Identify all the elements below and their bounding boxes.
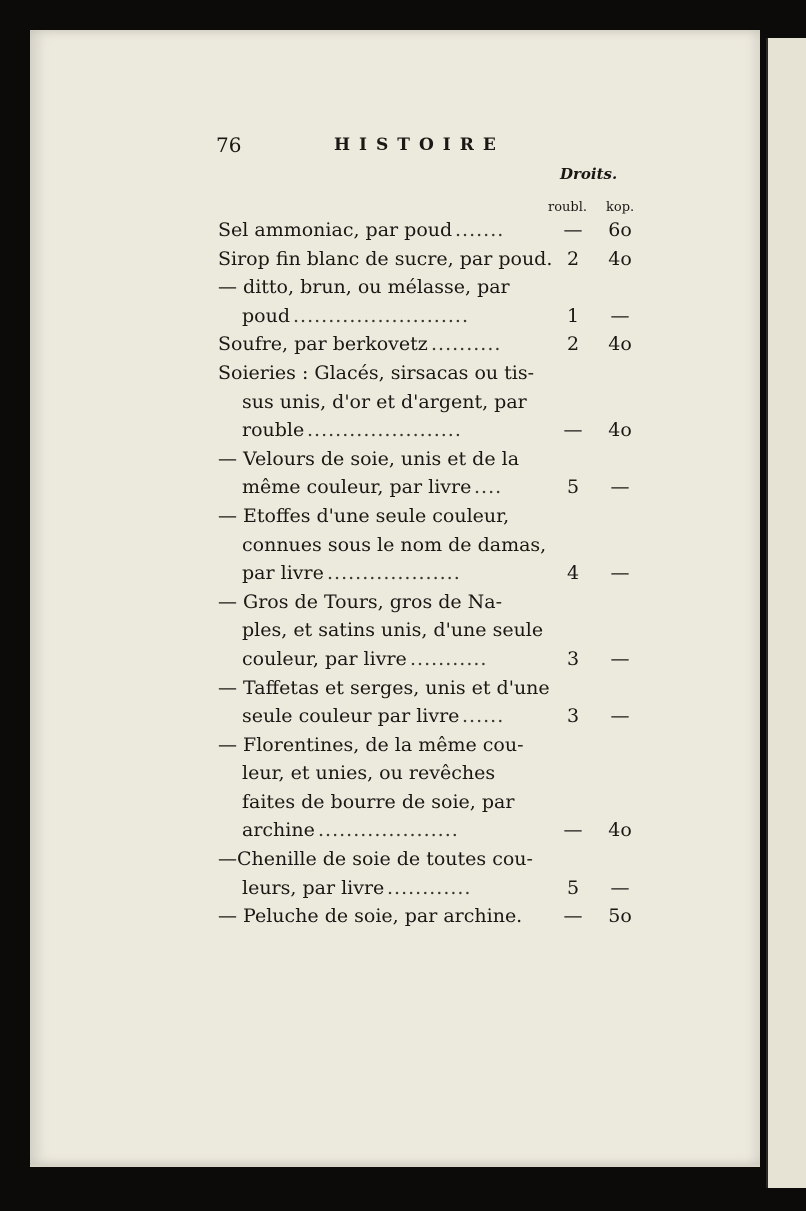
- kop-value: —: [610, 476, 630, 499]
- duties-column-title: Droits.: [560, 165, 618, 183]
- tariff-line-text: — Taffetas et serges, unis et d'une: [218, 676, 550, 699]
- tariff-line: [218, 902, 658, 931]
- leader-dots: ....................: [318, 819, 459, 842]
- tariff-line-text: —Chenille de soie de toutes cou-: [218, 848, 533, 871]
- kop-value: 4o: [608, 333, 632, 356]
- leader-dots: ......................: [307, 419, 462, 442]
- tariff-line: [218, 388, 658, 417]
- tariff-list: [218, 216, 658, 931]
- tariff-line-text: Soufre, par berkovetz: [218, 333, 428, 356]
- tariff-line-text: — Peluche de soie, par archine.: [218, 905, 523, 928]
- tariff-line-text: Sirop fin blanc de sucre, par poud.: [218, 247, 553, 270]
- page-number: 76: [216, 133, 242, 157]
- tariff-line-text: connues sous le nom de damas,: [242, 533, 547, 556]
- roubl-value: —: [563, 905, 583, 928]
- kop-value: 4o: [608, 419, 632, 442]
- tariff-line: [218, 845, 658, 874]
- leader-dots: ...................: [327, 562, 461, 585]
- tariff-line-text: rouble: [242, 419, 305, 442]
- tariff-line: [218, 502, 658, 531]
- tariff-line-text: — Etoffes d'une seule couleur,: [218, 504, 510, 527]
- tariff-line: [218, 816, 658, 845]
- tariff-line-text: couleur, par livre: [242, 647, 407, 670]
- tariff-line-text: leurs, par livre: [242, 876, 385, 899]
- facing-page-edge: [766, 38, 806, 1188]
- roubl-column-header: roubl.: [548, 200, 588, 215]
- tariff-line: [218, 702, 658, 731]
- tariff-line-text: ples, et satins unis, d'une seule: [242, 619, 544, 642]
- roubl-value: 5: [566, 476, 580, 499]
- tariff-line: [218, 330, 658, 359]
- tariff-line-text: — Florentines, de la même cou-: [218, 733, 524, 756]
- tariff-line: [218, 359, 658, 388]
- tariff-line: [218, 559, 658, 588]
- tariff-line: [218, 731, 658, 760]
- roubl-value: 3: [566, 647, 580, 670]
- tariff-line-text: même couleur, par livre: [242, 476, 472, 499]
- tariff-line: [218, 874, 658, 903]
- kop-value: —: [610, 304, 630, 327]
- roubl-value: 4: [566, 562, 580, 585]
- tariff-line-text: — Gros de Tours, gros de Na-: [218, 590, 503, 613]
- tariff-line-text: leur, et unies, ou revêches: [242, 762, 496, 785]
- tariff-line: [218, 759, 658, 788]
- kop-value: 6o: [608, 219, 632, 241]
- kop-value: 5o: [608, 905, 632, 928]
- tariff-line: [218, 674, 658, 703]
- tariff-line-text: archine: [242, 819, 315, 842]
- kop-value: 4o: [608, 819, 632, 842]
- leader-dots: .......: [455, 219, 505, 241]
- roubl-value: —: [563, 419, 583, 442]
- roubl-value: 2: [566, 333, 580, 356]
- tariff-line: [218, 616, 658, 645]
- tariff-line: [218, 216, 658, 245]
- tariff-line: [218, 445, 658, 474]
- tariff-line: [218, 645, 658, 674]
- tariff-line: [218, 588, 658, 617]
- kop-value: —: [610, 562, 630, 585]
- leader-dots: ...........: [410, 647, 488, 670]
- kop-value: —: [610, 647, 630, 670]
- roubl-value: —: [563, 219, 583, 241]
- tariff-line-text: seule couleur par livre: [242, 705, 460, 728]
- tariff-line-text: faites de bourre de soie, par: [242, 790, 515, 813]
- roubl-value: 1: [566, 304, 580, 327]
- tariff-line-text: par livre: [242, 562, 324, 585]
- leader-dots: ............: [387, 876, 472, 899]
- tariff-line-text: — ditto, brun, ou mélasse, par: [218, 276, 510, 299]
- tariff-line: [218, 245, 658, 274]
- roubl-value: —: [563, 819, 583, 842]
- leader-dots: ....: [474, 476, 503, 499]
- kop-value: —: [610, 705, 630, 728]
- roubl-value: 2: [566, 247, 580, 270]
- tariff-line: [218, 273, 658, 302]
- tariff-line-text: sus unis, d'or et d'argent, par: [242, 390, 527, 413]
- tariff-line: [218, 473, 658, 502]
- kop-value: —: [610, 876, 630, 899]
- running-title: HISTOIRE: [334, 135, 505, 155]
- roubl-value: 5: [566, 876, 580, 899]
- leader-dots: .........................: [293, 304, 469, 327]
- leader-dots: ..........: [431, 333, 502, 356]
- tariff-line-text: Sel ammoniac, par poud: [218, 219, 453, 241]
- tariff-line: [218, 416, 658, 445]
- leader-dots: ......: [462, 705, 505, 728]
- roubl-value: 3: [566, 705, 580, 728]
- kop-column-header: kop.: [606, 200, 635, 215]
- tariff-line: [218, 302, 658, 331]
- tariff-line-text: Soieries : Glacés, sirsacas ou tis-: [218, 361, 535, 384]
- tariff-line-text: poud: [242, 304, 291, 327]
- kop-value: 4o: [608, 247, 632, 270]
- tariff-line-text: — Velours de soie, unis et de la: [218, 447, 520, 470]
- tariff-line: [218, 788, 658, 817]
- tariff-line: [218, 531, 658, 560]
